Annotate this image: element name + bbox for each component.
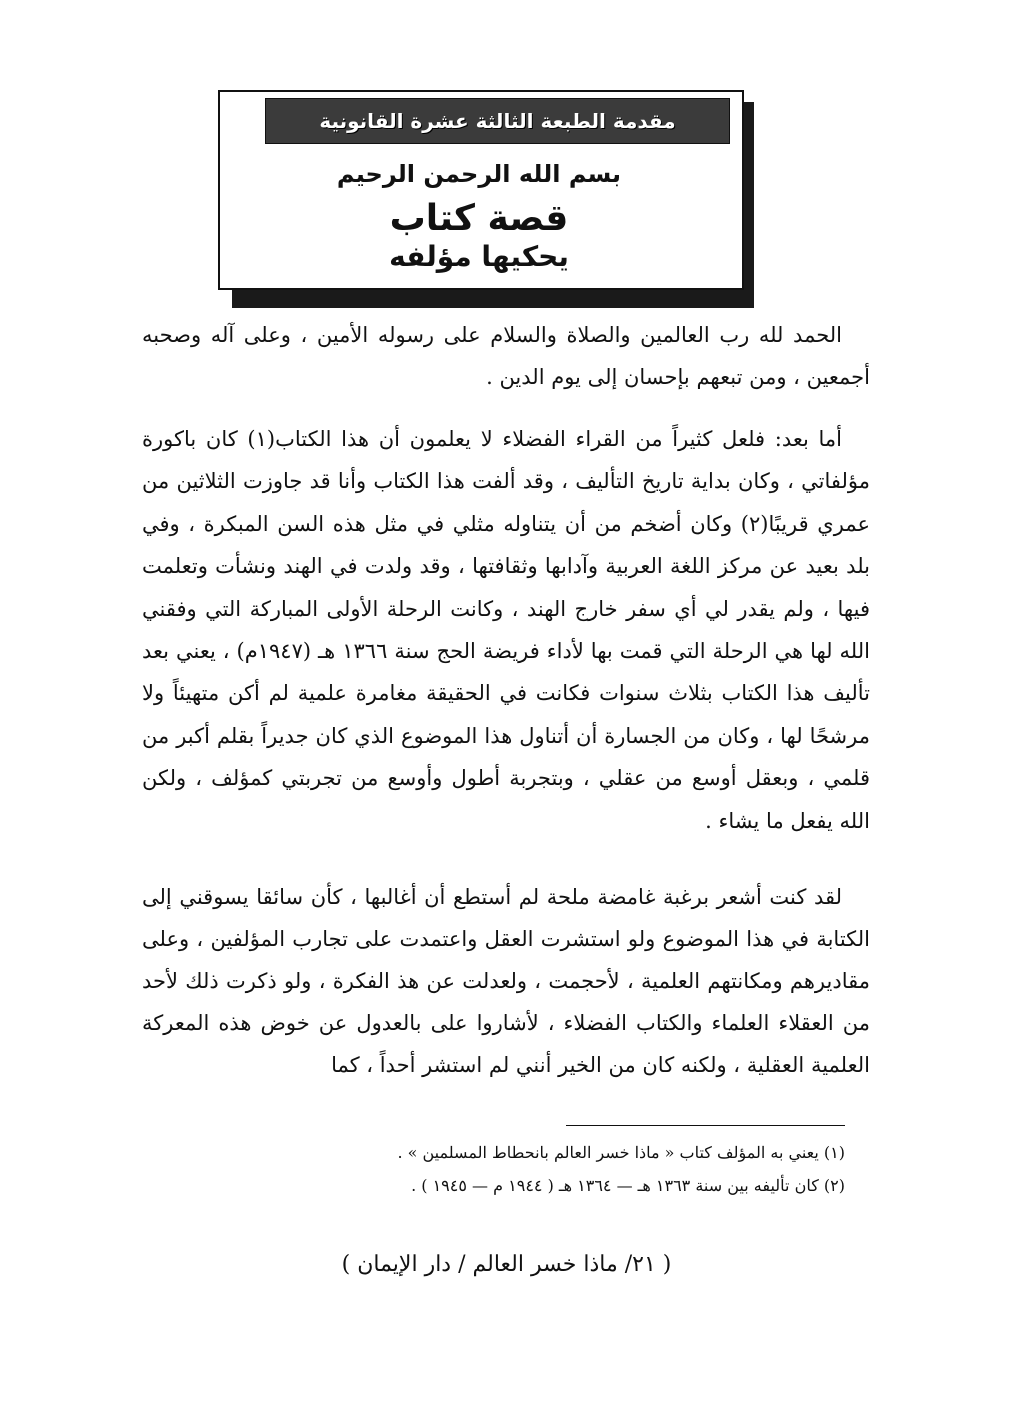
- footnote: (٢) كان تأليفه بين سنة ١٣٦٣ هـ — ١٣٦٤ هـ ( ١٩٤٤ م — ١٩٤٥ ) .: [411, 1176, 845, 1195]
- page-footer: ( ٢١/ ماذا خسر العالم / دار الإيمان ): [341, 1252, 672, 1277]
- footnote: (١) يعني به المؤلف كتاب « ماذا خسر العالم بانحطاط المسلمين » .: [397, 1143, 845, 1162]
- chapter-banner: [265, 98, 730, 144]
- footnote-divider: [566, 1125, 845, 1126]
- paragraph: الحمد لله رب العالمين والصلاة والسلام على رسوله الأمين ، وعلى آله وصحبه أجمعين ، ومن تبعهم بإحسان إلى يوم الدين .: [142, 323, 870, 389]
- basmala: بسم الله الرحمن الرحيم: [336, 160, 622, 188]
- title-box-shadow: [232, 288, 754, 308]
- paragraph: لقد كنت أشعر برغبة غامضة ملحة لم أستطع أن أغالبها ، كأن سائقا يسوقني إلى الكتابة في هذا الموضوع ولو استشرت العقل واعتمدت على تجارب المؤلفين ، وعلى مقاديرهم ومكانتهم العلمية ، لأحجمت ، ولعدلت عن هذ الفكرة ، ولو ذكرت ذلك لأحد من العقلاء العلماء والكتاب الفضلاء ، لأشاروا على بالعدول عن خوض هذه المعركة العلمية العقلية ، ولكنه كان من الخير أنني لم استشر أحداً ، كما: [142, 885, 870, 1077]
- paragraph: أما بعد: فلعل كثيراً من القراء الفضلاء لا يعلمون أن هذا الكتاب(١) كان باكورة مؤلفاتي ، وكان بداية تاريخ التأليف ، وقد ألفت هذا الكتاب وأنا قد جاوزت الثلاثين من عمري قريبًا(٢) وكان أضخم من أن يتناوله مثلي في مثل هذه السن المبكرة ، وفي بلد بعيد عن مركز اللغة العربية وآدابها وثقافتها ، وقد ولدت في الهند ونشأت وتعلمت فيها ، ولم يقدر لي أي سفر خارج الهند ، وكانت الرحلة الأولى المباركة التي وفقني الله لها هي الرحلة التي قمت بها لأداء فريضة الحج سنة ١٣٦٦ هـ (١٩٤٧م) ، يعني بعد تأليف هذا الكتاب بثلاث سنوات فكانت في الحقيقة مغامرة علمية لم أكن متهيئاً ولا مرشحًا لها ، وكان من الجسارة أن أتناول هذا الموضوع الذي كان جديراً بقلم أكبر من قلمي ، وبعقل أوسع من عقلي ، وبتجربة أطول وأوسع من تجربتي كمؤلف ، ولكن الله يفعل ما يشاء .: [142, 427, 870, 833]
- page-subtitle: يحكيها مؤلفه: [389, 240, 569, 273]
- chapter-banner-text: مقدمة الطبعة الثالثة عشرة القانونية: [319, 109, 676, 133]
- page-title: قصة كتاب: [389, 198, 569, 239]
- footnotes: [145, 1136, 845, 1202]
